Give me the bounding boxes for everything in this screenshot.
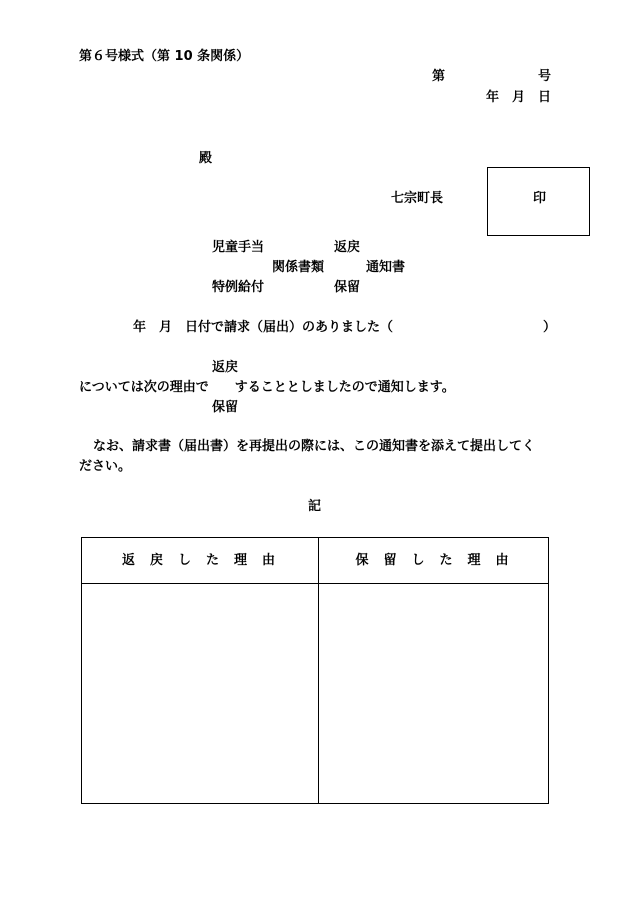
body-date-line-close: ） (543, 320, 557, 335)
subject-notice: 通知書 (366, 260, 406, 275)
seal-label: 印 (533, 191, 547, 206)
note-line-1: なお、請求書（届出書）を再提出の際には、この通知書を添えて提出してく (93, 439, 536, 454)
doc-number-suffix: 号 (538, 69, 552, 84)
subject-option-return: 返戻 (334, 240, 361, 255)
ki-heading: 記 (308, 499, 322, 514)
sender-title: 七宗町長 (391, 191, 444, 206)
body-main-sentence: については次の理由で することとしましたので通知します。 (79, 380, 455, 395)
body-option-hold: 保留 (212, 400, 239, 415)
seal-box (487, 167, 590, 236)
form-number: 第６号様式（第 10 条関係） (79, 49, 250, 64)
date-month: 月 (512, 90, 526, 105)
body-option-return: 返戻 (212, 360, 239, 375)
subject-related-documents: 関係書類 (272, 260, 325, 275)
header-hold-reason: 保留した理由 (355, 553, 524, 568)
date-day: 日 (538, 90, 552, 105)
return-reason-cell[interactable] (82, 584, 318, 804)
reasons-table (81, 537, 549, 804)
header-return-reason: 返戻した理由 (121, 553, 290, 568)
addressee-honorific: 殿 (199, 151, 213, 166)
subject-option-hold: 保留 (334, 280, 361, 295)
hold-reason-cell[interactable] (319, 584, 548, 804)
subject-tokurei-kyufu: 特例給付 (212, 280, 265, 295)
doc-number-prefix: 第 (432, 69, 446, 84)
date-year: 年 (486, 90, 500, 105)
note-line-2: ださい。 (79, 459, 132, 474)
body-date-line: 年 月 日付で請求（届出）のありました（ (133, 320, 394, 335)
subject-jidou-teate: 児童手当 (212, 240, 265, 255)
